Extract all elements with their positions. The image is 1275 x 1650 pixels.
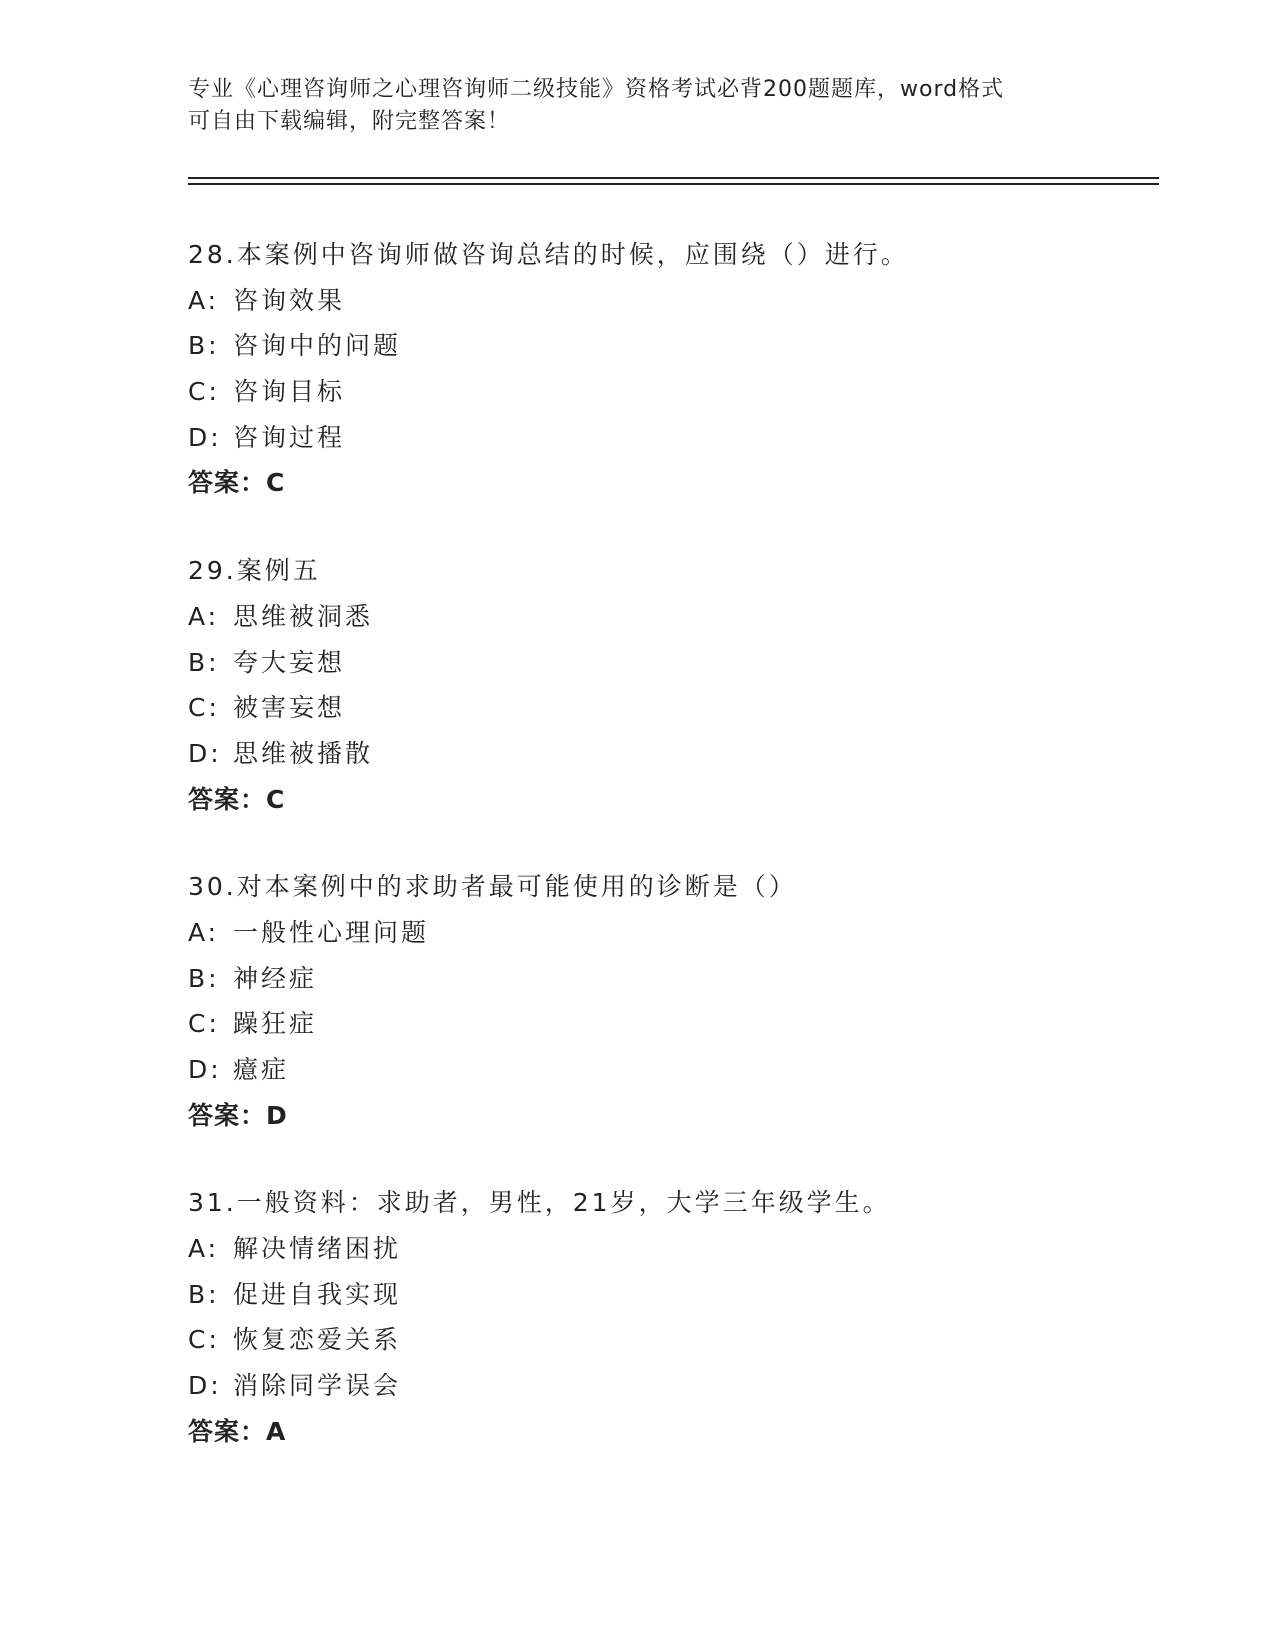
option-a [188,1226,1148,1272]
question-stem: 29.案例五 [188,556,321,586]
option-text: 咨询效果 [233,285,346,315]
question-stem: 30.对本案例中的求助者最可能使用的诊断是（） [188,872,797,902]
option-b [188,640,1148,686]
option-letter: C: [188,693,220,723]
option-letter: A: [188,917,220,947]
option-a [188,278,1148,324]
option-text: 恢复恋爱关系 [233,1325,402,1355]
option-d [188,415,1148,461]
header-line-1: 专业《心理咨询师之心理咨询师二级技能》资格考试必背200题题库，word格式 [188,77,1005,102]
option-letter: B: [188,647,220,677]
option-letter: C: [188,1325,220,1355]
option-d [188,1047,1148,1093]
question-28 [188,232,1148,506]
option-b [188,956,1148,1002]
header-line-2: 可自由下载编辑，附完整答案！ [188,109,511,134]
header-divider-top [188,177,1159,179]
option-letter: A: [188,285,220,315]
option-text: 思维被洞悉 [233,601,374,631]
option-text: 躁狂症 [233,1009,318,1039]
option-text: 解决情绪困扰 [233,1234,402,1264]
option-c [188,1317,1148,1363]
option-text: 咨询过程 [233,422,346,452]
question-30 [188,864,1148,1138]
option-a [188,594,1148,640]
option-text: 咨询目标 [233,377,346,407]
document-header [188,74,1088,138]
question-stem: 28.本案例中咨询师做咨询总结的时候，应围绕（）进行。 [188,240,909,269]
option-d [188,731,1148,777]
option-text: 一般性心理问题 [233,917,430,947]
option-letter: A: [188,1234,220,1264]
option-text: 消除同学误会 [233,1371,402,1401]
option-letter: D: [188,1371,222,1401]
option-c [188,685,1148,731]
question-31 [188,1180,1148,1454]
answer-line: 答案：C [188,468,286,498]
option-c [188,1001,1148,1047]
option-text: 咨询中的问题 [233,331,402,361]
option-letter: D: [188,1055,222,1084]
option-letter: C: [188,1009,220,1039]
option-letter: B: [188,1279,220,1309]
option-letter: B: [188,963,220,993]
option-text: 思维被播散 [233,738,374,768]
header-divider-bottom [188,183,1159,185]
option-letter: A: [188,601,220,631]
question-list [188,232,1148,1497]
option-text: 被害妄想 [233,693,346,723]
option-letter: D: [188,422,222,452]
option-text: 夸大妄想 [233,647,346,677]
option-letter: C: [188,377,220,407]
option-letter: D: [188,738,222,768]
option-a [188,910,1148,956]
answer-line: 答案：A [188,1416,287,1446]
option-b [188,323,1148,369]
option-letter: B: [188,331,220,361]
answer-line: 答案：C [188,784,286,814]
answer-line: 答案：D [188,1100,288,1130]
option-b [188,1272,1148,1318]
option-text: 促进自我实现 [233,1279,402,1309]
option-text: 神经症 [233,963,318,993]
option-text: 癔症 [233,1055,290,1084]
question-29 [188,548,1148,822]
question-stem: 31.一般资料：求助者，男性，21岁，大学三年级学生。 [188,1188,891,1218]
option-c [188,369,1148,415]
option-d [188,1363,1148,1409]
